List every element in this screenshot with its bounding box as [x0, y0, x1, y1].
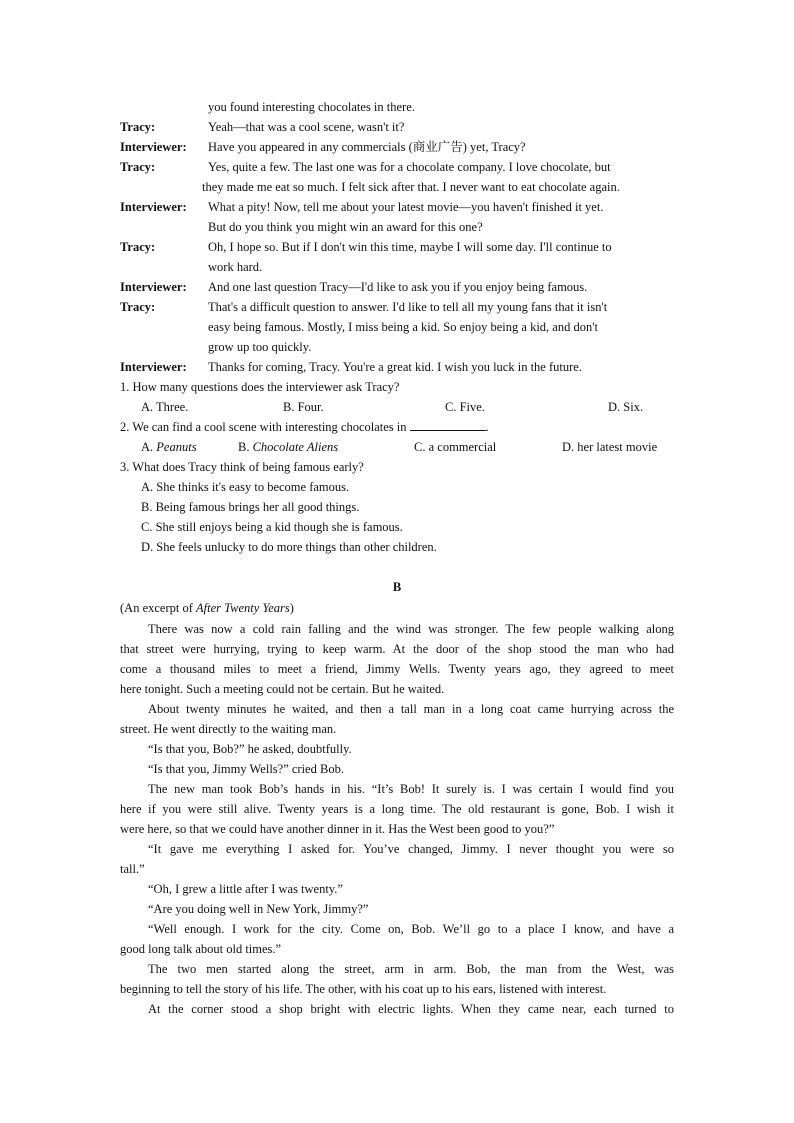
dialogue-line: Yeah—that was a cool scene, wasn't it?	[208, 120, 405, 134]
question-stem: 1. How many questions does the interviewer ask Tracy?	[120, 380, 400, 394]
option-letter: D.	[562, 440, 578, 454]
answer-option: C. She still enjoys being a kid though she is famous.	[141, 520, 403, 534]
answer-blank	[410, 419, 486, 431]
speaker-label: Interviewer:	[120, 360, 187, 374]
question-stem	[120, 419, 489, 435]
speaker-label: Interviewer:	[120, 200, 187, 214]
option-letter: B.	[238, 440, 253, 454]
speaker-label: Interviewer:	[120, 280, 187, 294]
answer-option: B. Being famous brings her all good things.	[141, 500, 360, 514]
dialogue-line: Yes, quite a few. The last one was for a chocolate company. I love chocolate, but	[208, 160, 611, 174]
passage-line: here tonight. Such a meeting could not be certain. But he waited.	[120, 682, 445, 696]
question-text-end: .	[485, 420, 489, 434]
option-text: Peanuts	[156, 440, 197, 454]
passage-line: beginning to tell the story of his life. The other, with his coat up to his ears, listened with interest.	[120, 982, 607, 996]
dialogue-line: Have you appeared in any commercials (商业广告) yet, Tracy?	[208, 140, 526, 154]
passage-line: were here, so that we could have another dinner in it. Has the West been good to you?”	[120, 822, 555, 836]
dialogue-line: Thanks for coming, Tracy. You're a great kid. I wish you luck in the future.	[208, 360, 582, 374]
question-text: 2. We can find a cool scene with interesting chocolates in	[120, 420, 410, 434]
passage-line: “Is that you, Bob?” he asked, doubtfully.	[148, 742, 352, 756]
dialogue-line: grow up too quickly.	[208, 340, 312, 354]
speaker-label: Interviewer:	[120, 140, 187, 154]
excerpt-prefix: (An excerpt of	[120, 601, 197, 615]
dialogue-line: What a pity! Now, tell me about your latest movie—you haven't finished it yet.	[208, 200, 604, 214]
dialogue-line: And one last question Tracy—I'd like to ask you if you enjoy being famous.	[208, 280, 588, 294]
passage-line: “Oh, I grew a little after I was twenty.”	[148, 882, 343, 896]
speaker-label: Tracy:	[120, 120, 156, 134]
option-text: Chocolate Aliens	[252, 440, 339, 454]
option-letter: A.	[141, 440, 157, 454]
option-text: a commercial	[428, 440, 497, 454]
passage-line: come a thousand miles to meet a friend, Jimmy Wells. Twenty years ago, they agreed to meet	[120, 662, 674, 676]
passage-line: At the corner stood a shop bright with electric lights. When they came near, each turned to	[148, 1002, 674, 1016]
dialogue-line: That's a difficult question to answer. I'd like to tell all my young fans that it isn't	[208, 300, 608, 314]
question-stem: 3. What does Tracy think of being famous early?	[120, 460, 364, 474]
answer-option: C. Five.	[445, 400, 485, 414]
answer-option	[238, 439, 338, 455]
dialogue-line: work hard.	[208, 260, 263, 274]
answer-option	[414, 439, 496, 455]
excerpt-source	[120, 600, 294, 616]
dialogue-line: Oh, I hope so. But if I don't win this time, maybe I will some day. I'll continue to	[208, 240, 612, 254]
section-heading: B	[392, 580, 402, 594]
passage-line: good long talk about old times.”	[120, 942, 282, 956]
answer-option: B. Four.	[283, 400, 324, 414]
excerpt-suffix: )	[289, 601, 294, 615]
passage-line: About twenty minutes he waited, and then a tall man in a long coat came hurrying across the	[148, 702, 674, 716]
passage-line: here if you were still alive. Twenty years is a long time. The old restaurant is gone, Bob. I wish it	[120, 802, 674, 816]
dialogue-line: But do you think you might win an award for this one?	[208, 220, 483, 234]
speaker-label: Tracy:	[120, 160, 156, 174]
answer-option	[141, 439, 197, 455]
answer-option: D. She feels unlucky to do more things than other children.	[141, 540, 437, 554]
passage-line: “Well enough. I work for the city. Come on, Bob. We’ll go to a place I know, and have a	[148, 922, 674, 936]
speaker-label: Tracy:	[120, 300, 156, 314]
passage-line: The two men started along the street, arm in arm. Bob, the man from the West, was	[148, 962, 674, 976]
passage-line: that street were hurrying, trying to keep warm. At the door of the shop stood the man who had	[120, 642, 674, 656]
passage-line: There was now a cold rain falling and the wind was stronger. The few people walking along	[148, 622, 674, 636]
passage-line: “It gave me everything I asked for. You’ve changed, Jimmy. I never thought you were so	[148, 842, 674, 856]
passage-line: tall.”	[120, 862, 145, 876]
dialogue-line: easy being famous. Mostly, I miss being a kid. So enjoy being a kid, and don't	[208, 320, 598, 334]
excerpt-title: After Twenty Years	[196, 601, 290, 615]
passage-line: The new man took Bob’s hands in his. “It’s Bob! It surely is. I was certain I would find you	[148, 782, 674, 796]
answer-option: D. Six.	[608, 400, 644, 414]
dialogue-line: they made me eat so much. I felt sick after that. I never want to eat chocolate again.	[202, 180, 620, 194]
answer-option	[562, 439, 657, 455]
passage-line: “Are you doing well in New York, Jimmy?”	[148, 902, 369, 916]
passage-line: street. He went directly to the waiting man.	[120, 722, 337, 736]
passage-line: “Is that you, Jimmy Wells?” cried Bob.	[148, 762, 344, 776]
option-text: her latest movie	[577, 440, 658, 454]
speaker-label: Tracy:	[120, 240, 156, 254]
answer-option: A. Three.	[141, 400, 189, 414]
option-letter: C.	[414, 440, 429, 454]
dialogue-line: you found interesting chocolates in there.	[208, 100, 415, 114]
answer-option: A. She thinks it's easy to become famous.	[141, 480, 350, 494]
